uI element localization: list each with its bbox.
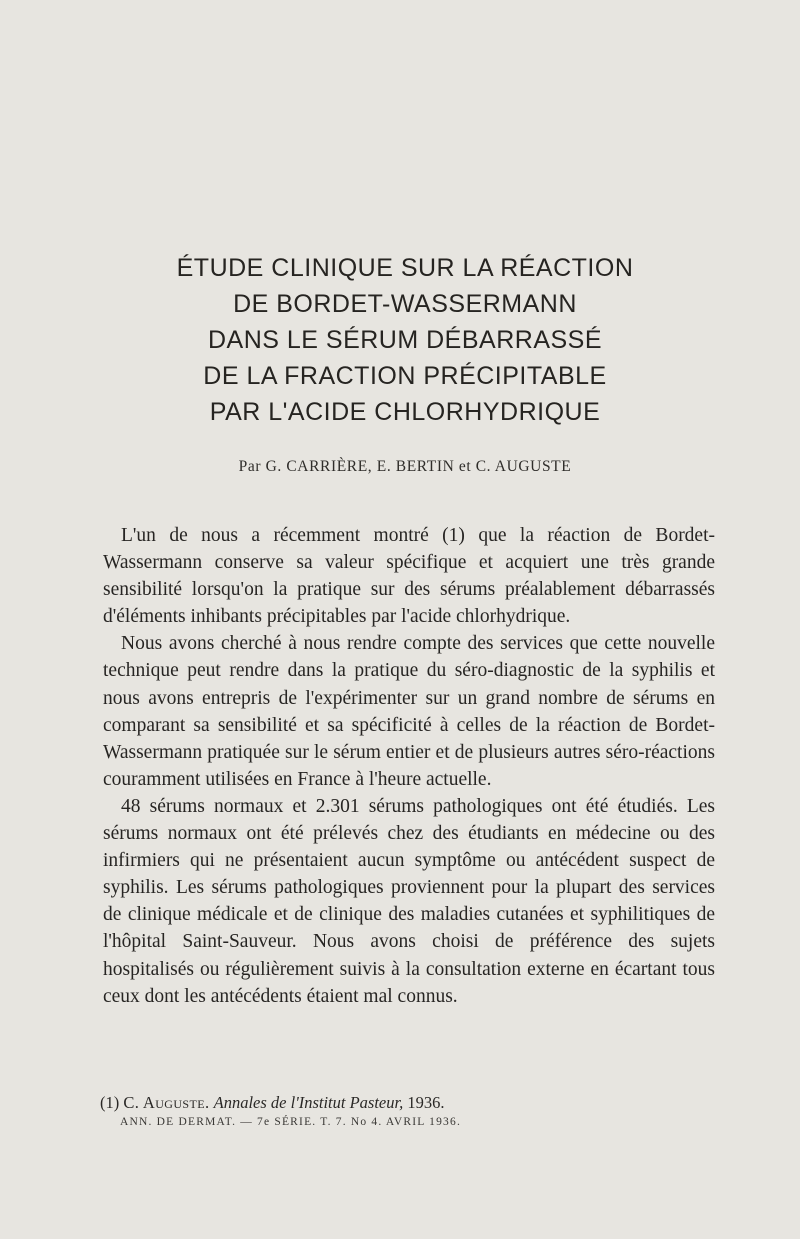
paragraph-2: Nous avons cherché à nous rendre compte des services que cette nouvelle technique peut rendre dans la pratique du séro-diagnostic de la syphilis et nous avons entrepris de l'expérimenter sur un grand nombre de sérums en comparant sa sensibilité et sa spécificité à celles de la réaction de Bordet-Wassermann pratiquée sur le sérum entier et de plusieurs autres séro-réactions couramment utilisées en France à l'heure actuelle.: [103, 633, 715, 790]
title-line-2: DE BORDET-WASSERMANN: [233, 290, 577, 318]
title-line-3: DANS LE SÉRUM DÉBARRASSÉ: [207, 326, 603, 354]
title-line-1: ÉTUDE CLINIQUE SUR LA RÉACTION: [176, 254, 634, 282]
footnote: [100, 1093, 712, 1113]
title-line-5: PAR L'ACIDE CHLORHYDRIQUE: [209, 398, 601, 426]
running-footer: ANN. DE DERMAT. — 7e SÉRIE. T. 7. No 4. AVRIL 1936.: [120, 1116, 462, 1128]
article-body: [103, 522, 715, 1010]
paragraph-1: L'un de nous a récemment montré (1) que la réaction de Bordet-Wassermann conserve sa valeur spécifique et acquiert une très grande sensibilité lorsqu'on la pratique sur des sérums préalablement débarrassés d'éléments inhibants précipitables par l'acide chlorhydrique.: [103, 525, 715, 628]
footnote-year: 1936.: [407, 1093, 445, 1112]
author-line: Par G. CARRIÈRE, E. BERTIN et C. AUGUSTE: [238, 458, 572, 475]
footnote-marker: (1): [100, 1093, 120, 1112]
article-title: [100, 250, 710, 430]
title-line-4: DE LA FRACTION PRÉCIPITABLE: [203, 362, 607, 390]
paragraph-3: 48 sérums normaux et 2.301 sérums pathologiques ont été étudiés. Les sérums normaux ont été prélevés chez des étudiants en médecine ou des infirmiers qui ne présentaient aucun symptôme ou antécédent suspect de syphilis. Les sérums pathologiques proviennent pour la plupart des services de clinique médicale et de clinique des maladies cutanées et syphilitiques de l'hôpital Saint-Sauveur. Nous avons choisi de préférence des sujets hospitalisés ou régulièrement suivis à la consultation externe en écartant tous ceux dont les antécédents étaient mal connus.: [103, 795, 715, 1007]
footnote-author: C. Auguste.: [123, 1093, 210, 1112]
footnote-journal: Annales de l'Institut Pasteur,: [213, 1093, 404, 1112]
